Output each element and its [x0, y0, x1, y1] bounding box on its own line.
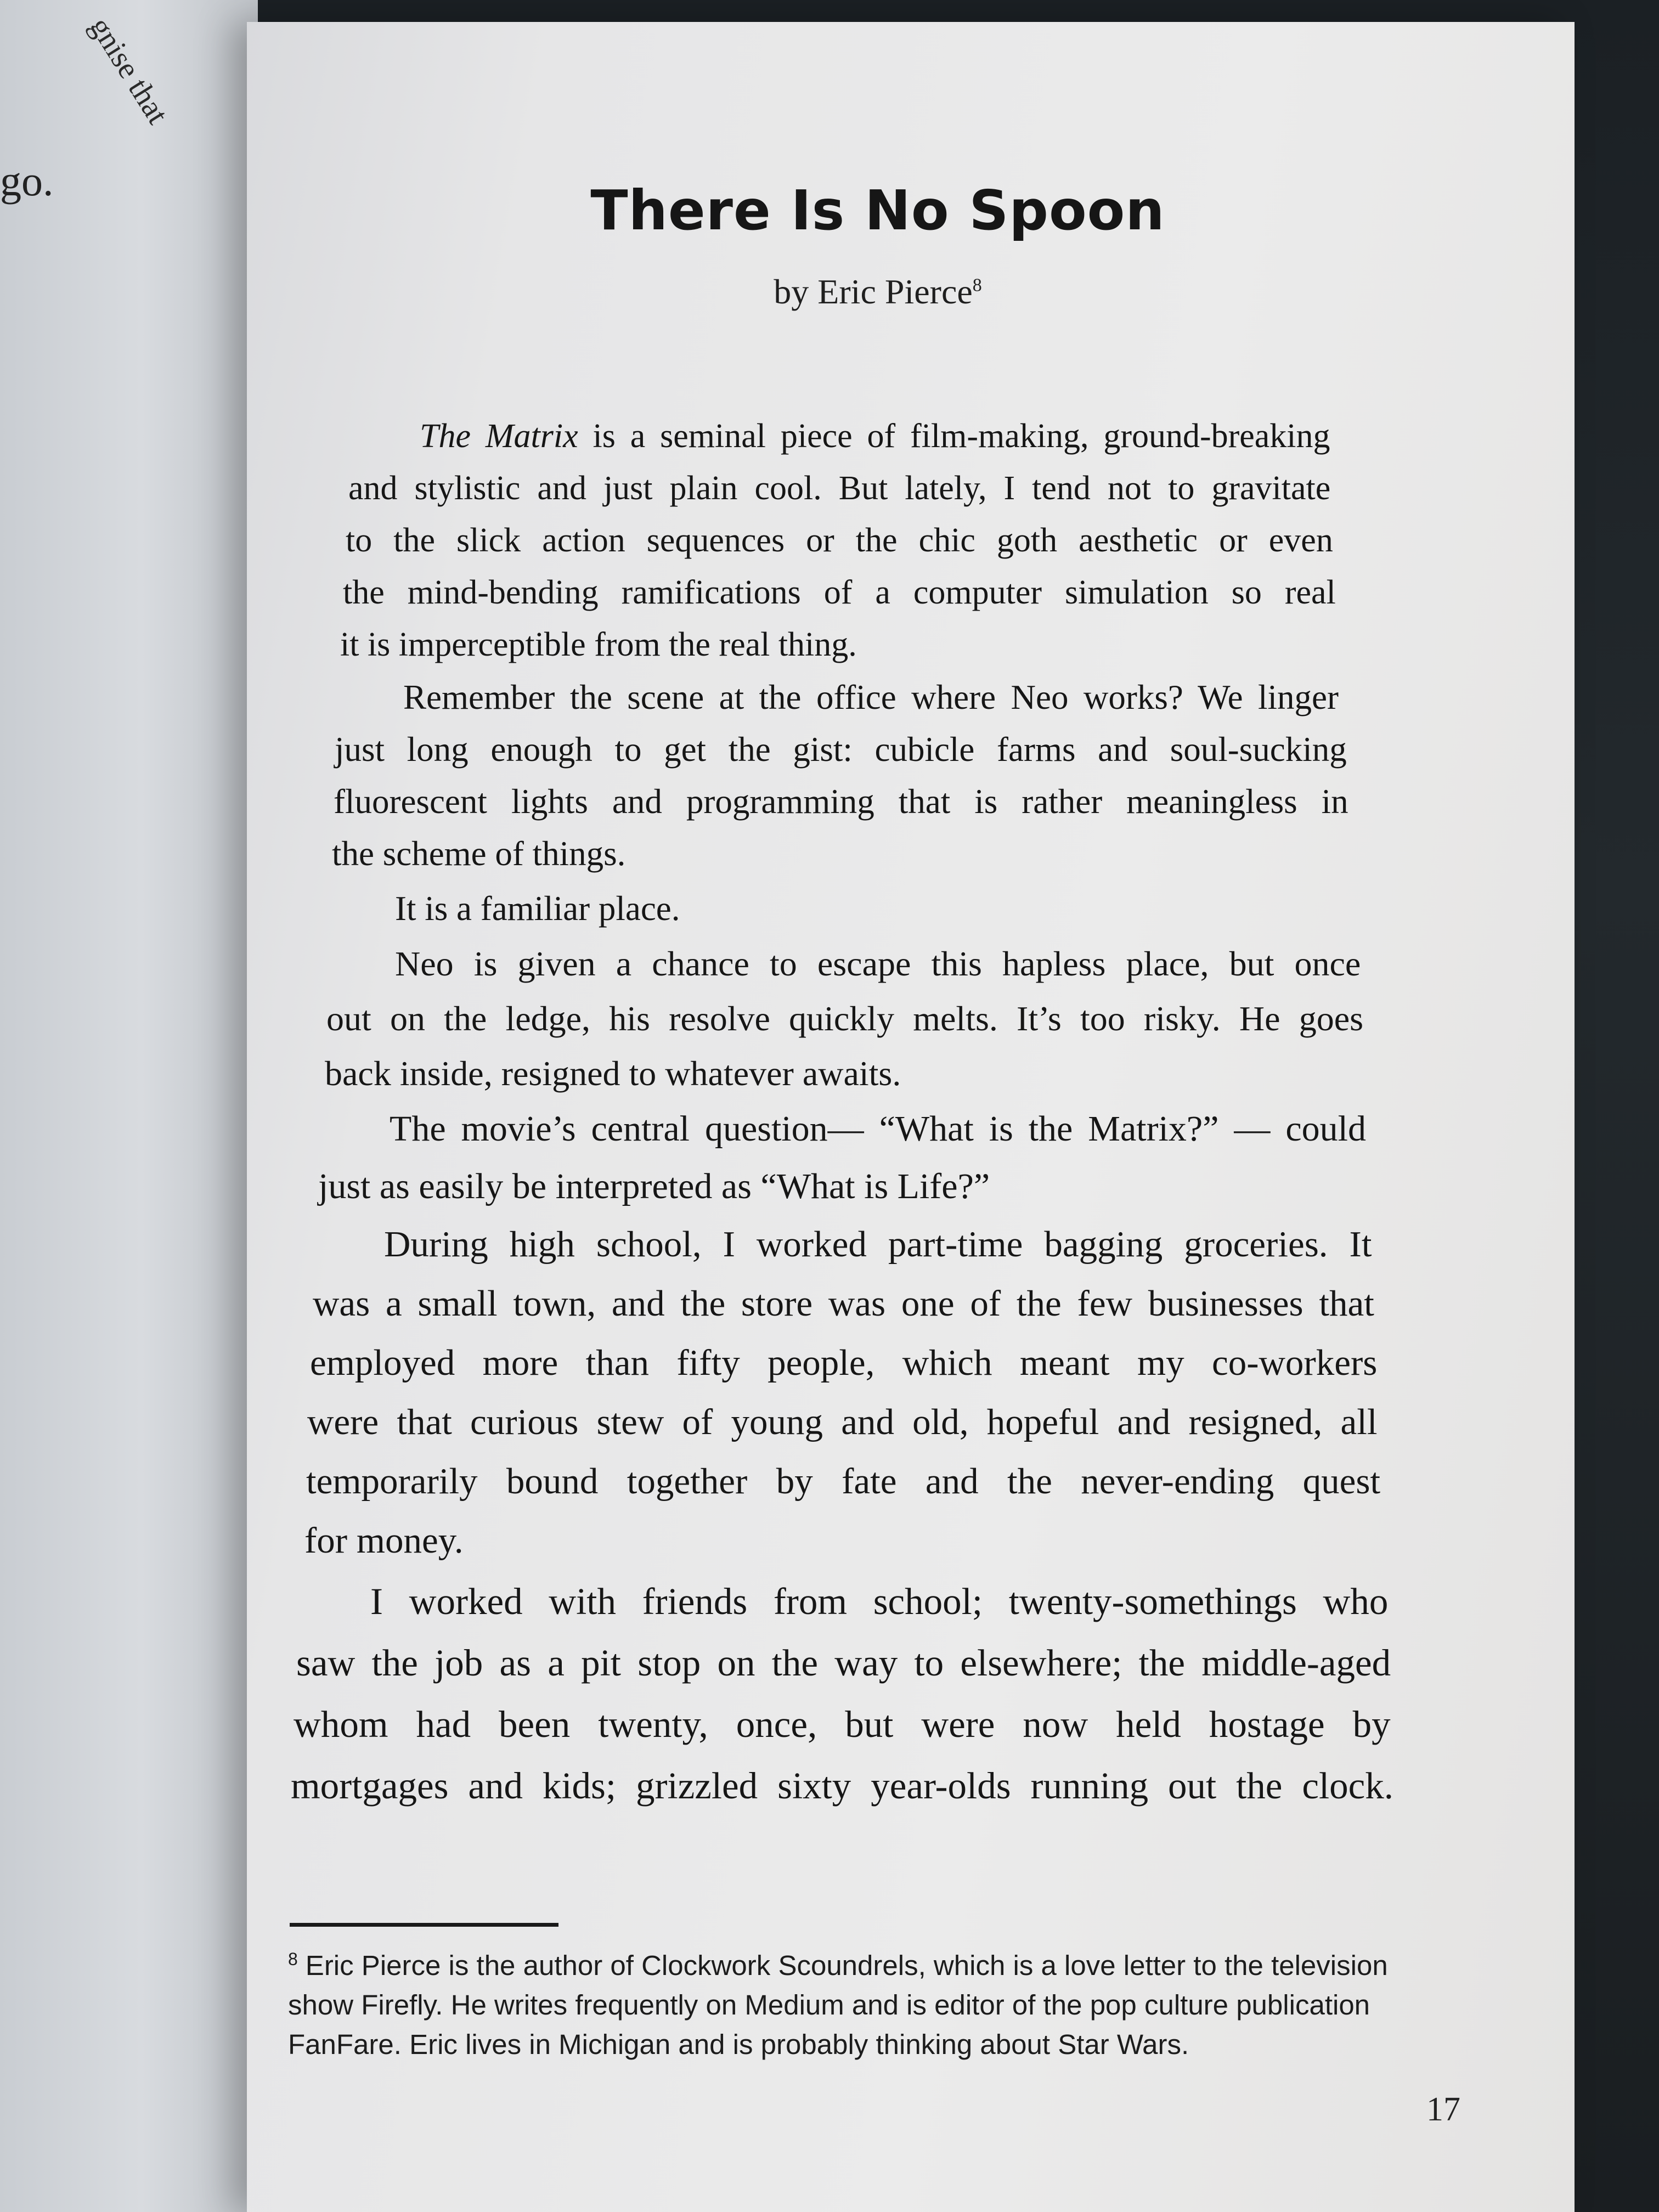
body-text-span: back inside, resigned to whatever awaits. — [325, 1054, 901, 1093]
body-text-line — [343, 573, 1336, 612]
body-text-line — [291, 1764, 1393, 1808]
body-text-line — [334, 782, 1348, 822]
byline — [247, 272, 1509, 312]
footnote-line: show Firefly. He writes frequently on Medium and is editor of the pop culture publication — [288, 1989, 1370, 2021]
body-text-line — [313, 1283, 1374, 1325]
body-text-span: for money. — [304, 1520, 464, 1561]
body-text-span: I worked with friends from school; twenty-somethings who — [370, 1581, 1389, 1622]
body-text-line — [395, 944, 1361, 984]
body-text-span: out on the ledge, his resolve quickly melts. It’s too risky. He goes — [326, 999, 1364, 1038]
footnote-text: Eric Pierce is the author of Clockwork Scoundrels, which is a love letter to the television — [305, 1950, 1388, 1981]
body-text-line — [307, 1401, 1377, 1443]
body-text-span: It is a familiar place. — [395, 889, 680, 928]
body-text-line — [326, 998, 1363, 1039]
body-text-line — [395, 889, 680, 929]
body-text-span: saw the job as a pit stop on the way to elsewhere; the middle-aged — [296, 1642, 1391, 1684]
body-text-span: was a small town, and the store was one of the few businesses that — [313, 1283, 1374, 1324]
body-text-span: whom had been twenty, once, but were now held hostage by — [294, 1703, 1391, 1745]
body-text-span: to the slick action sequences or the chic goth aesthetic or even — [346, 522, 1333, 559]
body-text-line — [304, 1520, 464, 1562]
body-text-span: it is imperceptible from the real thing. — [340, 626, 857, 663]
body-text-line — [310, 1342, 1377, 1384]
body-text-line — [384, 1223, 1372, 1266]
left-page-text-fragment: gnise that — [83, 11, 175, 130]
body-text-span: The movie’s central question— “What is the Matrix?” — could — [390, 1109, 1367, 1149]
left-page-text-fragment: go. — [0, 157, 54, 205]
body-text-line — [370, 1580, 1388, 1623]
footnote-line: FanFare. Eric lives in Michigan and is probably thinking about Star Wars. — [288, 2029, 1189, 2060]
footnote-reference: 8 — [972, 275, 982, 296]
body-text-span: temporarily bound together by fate and the never-ending quest — [306, 1461, 1381, 1502]
body-text-line — [348, 469, 1330, 508]
body-text-line — [335, 730, 1347, 770]
body-text-line — [420, 417, 1330, 456]
body-text-span: Remember the scene at the office where Neo works? We linger — [403, 678, 1339, 716]
body-text-line — [296, 1641, 1391, 1685]
body-text-line — [346, 521, 1333, 560]
body-text-span: mortgages and kids; grizzled sixty year-olds running out the clock. — [291, 1765, 1394, 1807]
body-text-line — [340, 625, 857, 664]
body-text-span: just long enough to get the gist: cubicle farms and soul-sucking — [335, 730, 1347, 769]
article-title: There Is No Spoon — [590, 178, 1165, 242]
body-text-line — [332, 834, 625, 874]
film-title-italic: The Matrix — [420, 417, 578, 455]
body-text-line — [403, 678, 1339, 718]
body-text-span: the scheme of things. — [332, 834, 626, 873]
body-text-line — [390, 1108, 1366, 1150]
body-text-span: is a seminal piece of film-making, ground-breaking — [578, 417, 1330, 455]
body-text-line — [294, 1703, 1391, 1746]
body-text-line — [306, 1460, 1380, 1503]
body-text-span: just as easily be interpreted as “What is Life?” — [318, 1166, 990, 1206]
body-text-span: were that curious stew of young and old, hopeful and resigned, all — [307, 1402, 1378, 1442]
body-text-span: During high school, I worked part-time bagging groceries. It — [384, 1224, 1372, 1265]
body-text-span: and stylistic and just plain cool. But lately, I tend not to gravitate — [348, 470, 1331, 507]
page-number: 17 — [1426, 2091, 1460, 2128]
footnote-line — [288, 1939, 1550, 1985]
body-text-span: Neo is given a chance to escape this hapless place, but once — [395, 944, 1361, 983]
footnote — [288, 1939, 1550, 2064]
book-page — [247, 22, 1575, 2212]
body-text-span: fluorescent lights and programming that is rather meaningless in — [334, 782, 1348, 821]
body-text-span: the mind-bending ramifications of a computer simulation so real — [343, 574, 1336, 611]
left-facing-page — [0, 0, 258, 2212]
footnote-marker: 8 — [288, 1949, 298, 1969]
body-text-line — [325, 1053, 901, 1094]
body-text-span: employed more than fifty people, which meant my co-workers — [310, 1342, 1378, 1383]
body-text-line — [318, 1166, 990, 1207]
byline-text: by Eric Pierce — [774, 272, 973, 311]
footnote-divider — [290, 1923, 558, 1927]
